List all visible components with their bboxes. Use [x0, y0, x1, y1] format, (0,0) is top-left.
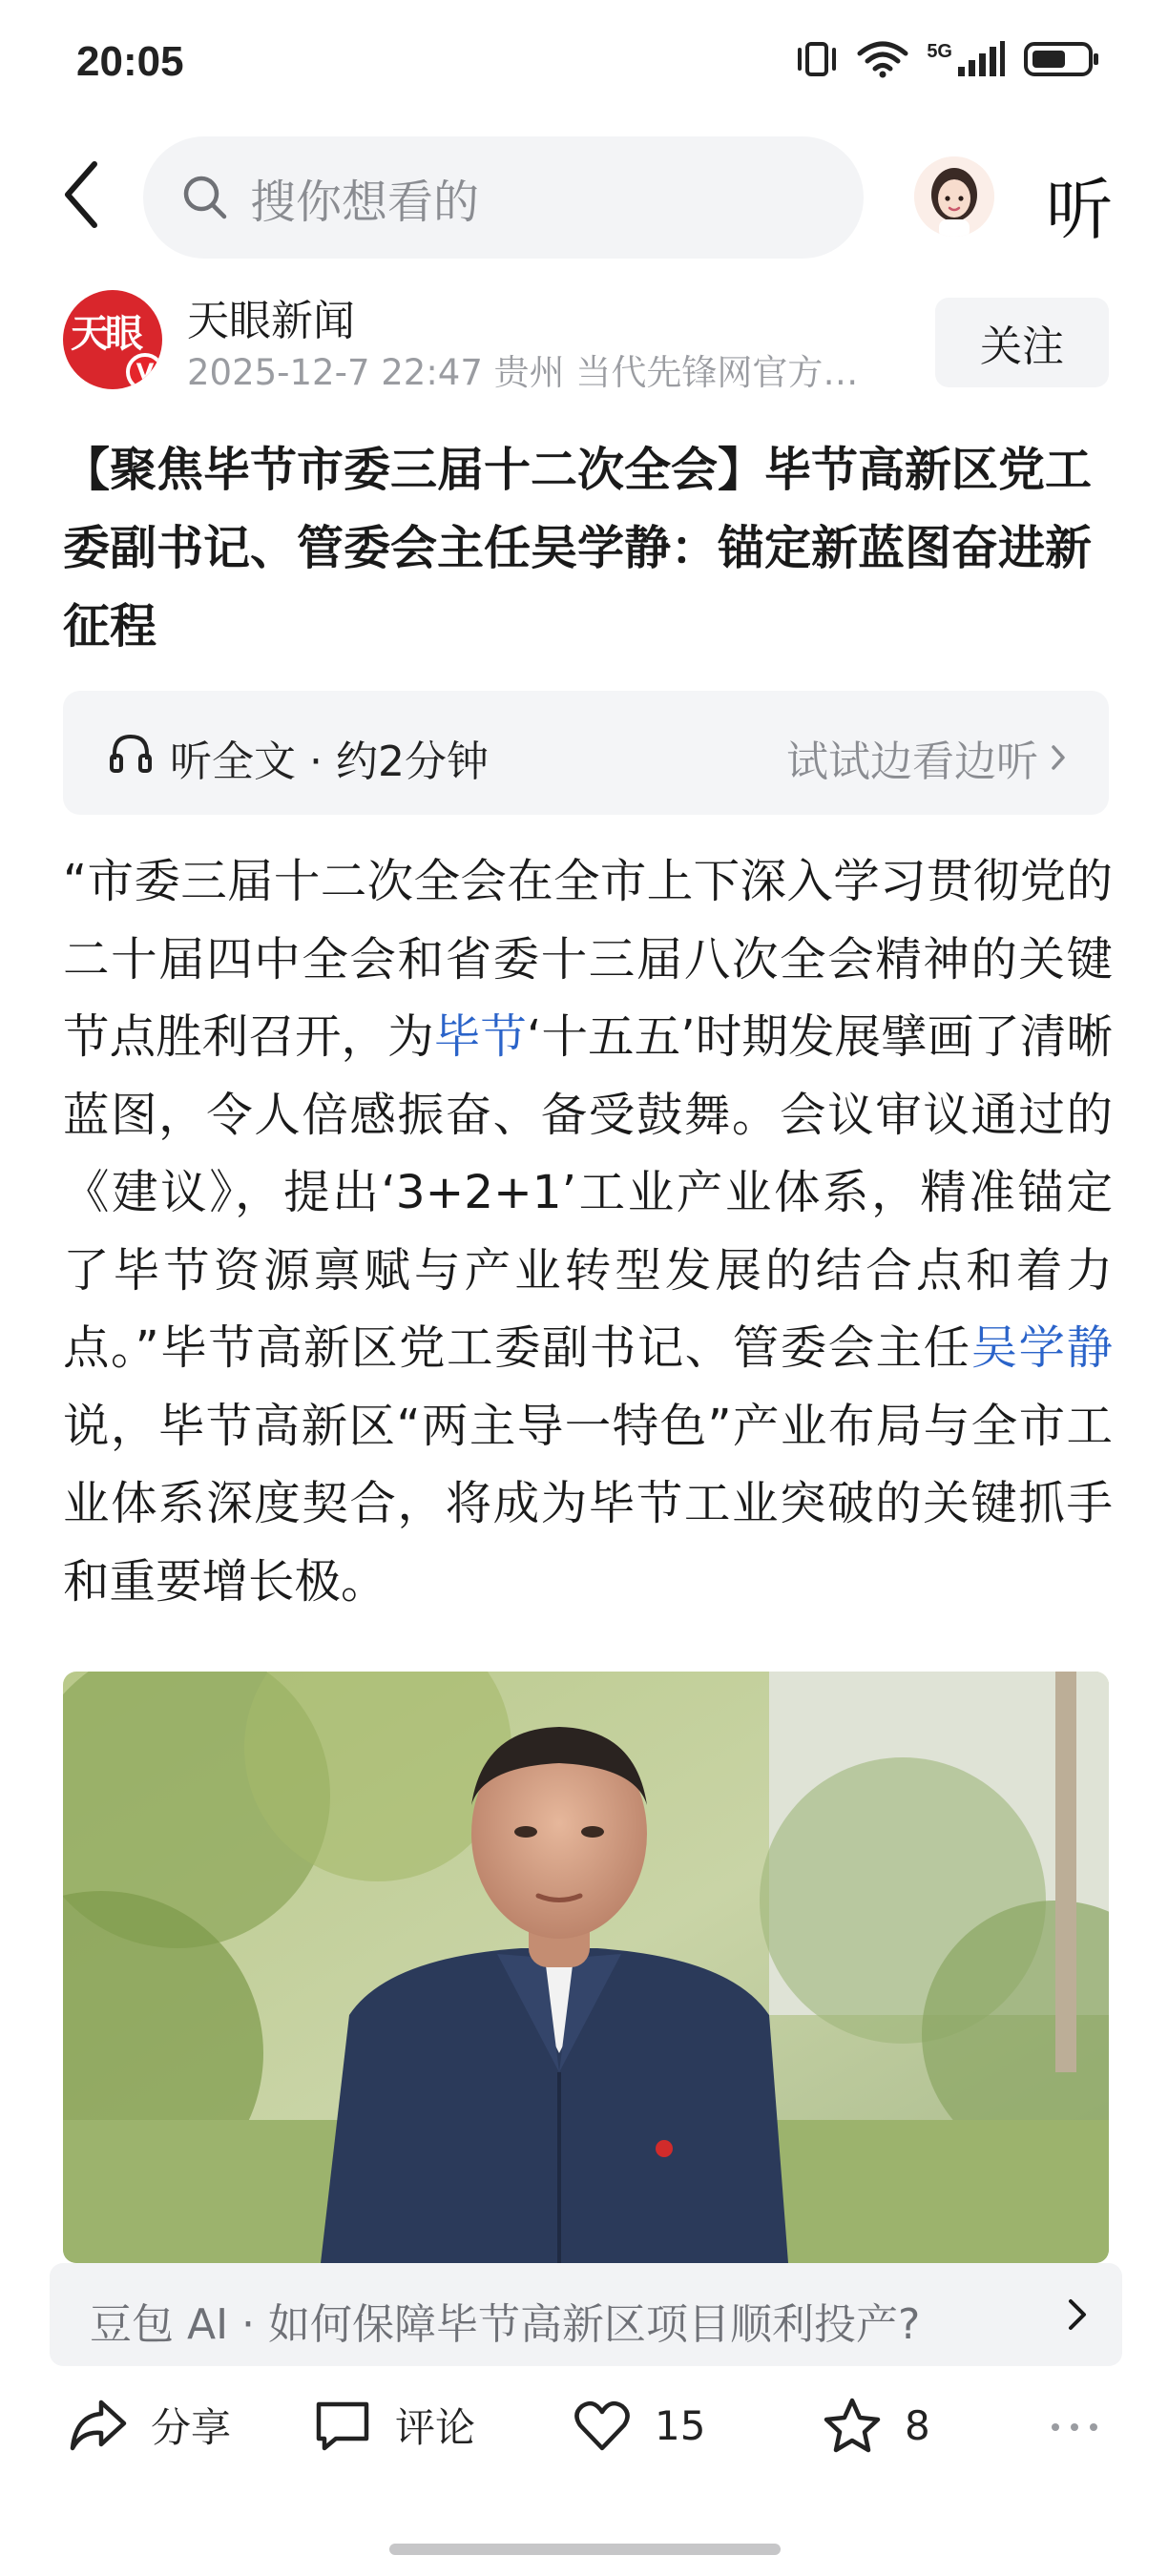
search-input[interactable] [143, 136, 864, 259]
share-label: 分享 [151, 2404, 232, 2451]
ai-question-suggestion[interactable] [50, 2263, 1122, 2366]
topic-link-person[interactable]: 吴学静 [970, 1321, 1113, 1375]
heart-icon [573, 2397, 632, 2454]
back-button[interactable] [48, 156, 115, 233]
status-bar [0, 0, 1168, 134]
comment-label: 评论 [395, 2404, 476, 2451]
comment-button[interactable] [313, 2397, 475, 2454]
status-icons [795, 40, 1101, 78]
listen-full-text-bar[interactable] [63, 691, 1109, 815]
paragraph-text: 说，毕节高新区“两主导一特色”产业布局与全市工业体系深度契合，将成为毕节工业突破的关键抓手和重要增长极。 [63, 1399, 1113, 1609]
topic-link-bijie[interactable]: 毕节 [433, 1010, 527, 1064]
verified-badge: V [126, 353, 162, 389]
ai-assistant-avatar[interactable] [914, 156, 994, 237]
listen-while-reading-button[interactable] [786, 727, 1067, 788]
paragraph-text: ‘十五五’时期发展擘画了清晰蓝图，令人倍感振奋、备受鼓舞。会议审议通过的《建议》，提出‘3+2+1’工业产业体系，精准锚定了毕节资源禀赋与产业转型发展的结合点和着力点。”毕节高新区党工委副书记、管委会主任 [63, 1010, 1113, 1375]
listen-while-reading-label: 试试边看边听 [786, 737, 1038, 786]
vibrate-icon [795, 40, 839, 78]
headphones-icon [109, 731, 153, 779]
chevron-right-icon [1050, 743, 1067, 772]
author-name[interactable]: 天眼新闻 [187, 297, 355, 345]
follow-button[interactable]: 关注 [935, 298, 1109, 387]
more-dots-icon [1050, 2420, 1099, 2435]
like-button[interactable] [573, 2397, 705, 2454]
listen-full-text-label: 听全文 · 约2分钟 [170, 737, 489, 786]
paragraph-text: “市委三届十二次全会在全市上下深入学习贯彻党的二十届四中全会和省委十三届八次全会精神的关键节点胜利召开，为 [63, 855, 1113, 1064]
bottom-action-bar [0, 2385, 1168, 2490]
search-placeholder: 搜你想看的 [250, 175, 480, 229]
article-paragraph [63, 843, 1113, 1621]
top-nav-bar [0, 134, 1168, 258]
wifi-icon [856, 40, 909, 78]
listen-button[interactable]: 听 [1046, 171, 1113, 249]
chevron-left-icon [58, 158, 104, 231]
network-type: 5G [927, 41, 952, 62]
comment-icon [313, 2397, 372, 2454]
home-indicator[interactable] [389, 2544, 781, 2555]
star-icon [823, 2397, 882, 2454]
logo-text: 天眼 [71, 311, 139, 356]
status-time: 20:05 [76, 38, 184, 85]
article-headline: 【聚焦毕节市委三届十二次全会】毕节高新区党工委副书记、管委会主任吴学静：锚定新蓝图奋进新征程 [63, 443, 1093, 654]
like-count: 15 [655, 2401, 706, 2449]
signal-icon [927, 40, 1006, 78]
favorite-count: 8 [905, 2401, 930, 2449]
ai-question-text: 豆包 AI · 如何保障毕节高新区项目顺利投产? [90, 2300, 921, 2349]
source-logo[interactable] [63, 290, 162, 389]
article-photo[interactable] [63, 1672, 1109, 2263]
more-button[interactable] [1050, 2420, 1099, 2439]
author-row [0, 286, 1168, 401]
favorite-button[interactable] [823, 2397, 930, 2454]
share-icon [69, 2397, 128, 2454]
chevron-right-icon [1067, 2297, 1088, 2336]
share-button[interactable] [69, 2397, 231, 2454]
search-icon [181, 174, 229, 221]
battery-icon [1023, 40, 1101, 78]
author-meta: 2025-12-7 22:47 贵州 当代先锋网官方账号 [187, 352, 893, 393]
